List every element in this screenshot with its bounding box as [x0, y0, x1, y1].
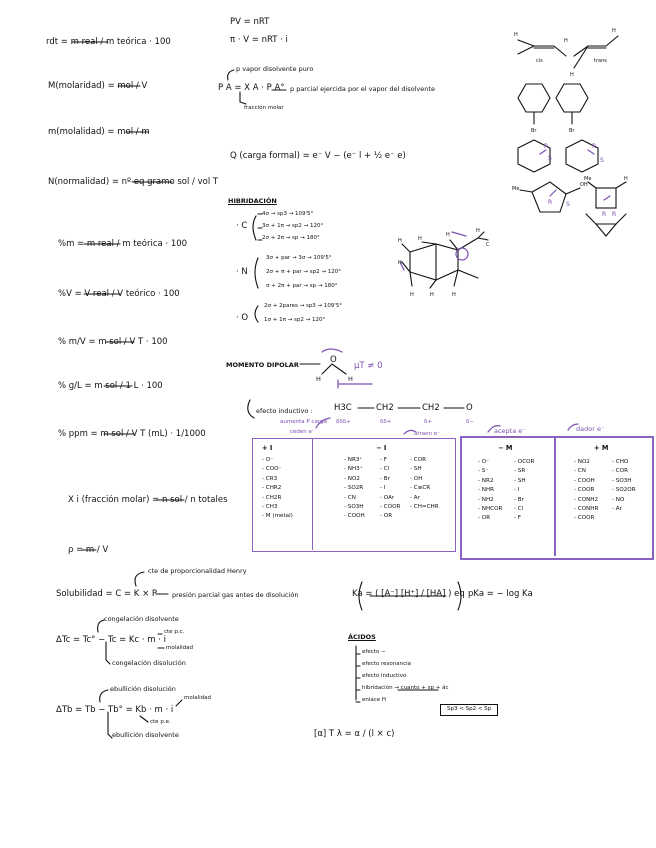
acidos-item-2: efecto resonancia [362, 661, 412, 667]
fraccion-molar-label: fracción molar [244, 105, 284, 111]
crio-molalidad-label: molalidad [166, 645, 194, 651]
mu-total: μT ≠ 0 [354, 361, 383, 371]
dipolo-h-atom-2: H [348, 375, 353, 383]
plus-m-list-a: - NO2 - CN - COOH - COOR - CONH2 - CONHR - COOR [574, 459, 599, 522]
chain-ch2-a: CH2 [376, 403, 394, 413]
svg-text:H: H [398, 238, 402, 244]
minus-i-list-c: - COR - SH - OH - C≡CR - Ar - CH=CHR [410, 457, 439, 511]
efecto-inductivo-label: efecto inductivo : [256, 407, 313, 415]
hib-c-label: · C [236, 221, 248, 231]
svg-text:R: R [602, 211, 607, 218]
pct-m-formula: %m = m real / m teórica · 100 [58, 239, 188, 249]
hib-o-label: · O [236, 313, 249, 323]
molaridad-formula: M(molaridad) = mol / V [48, 81, 148, 91]
svg-text:H: H [570, 72, 574, 78]
vapor-puro-label: p vapor disolvente puro [236, 65, 314, 73]
acidos-item-1: efecto − [362, 649, 386, 655]
note-aumenta: aumenta P carga [280, 419, 327, 425]
svg-text:R: R [548, 199, 553, 206]
svg-text:Me: Me [512, 186, 520, 192]
svg-text:Br: Br [569, 128, 575, 134]
svg-text:Br: Br [531, 128, 537, 134]
note-acepta: acepta e⁻ [494, 427, 526, 435]
pct-mv-formula: % m/V = m sol / V T · 100 [58, 337, 168, 347]
presion-parcial-gas: presión parcial gas antes de disolución [172, 591, 299, 599]
pct-ppm-formula: % ppm = m sol / V T (mL) · 1/1000 [58, 429, 206, 439]
hibridacion-order-box: Sp3 < Sp2 < Sp [440, 704, 498, 716]
svg-text:H: H [452, 292, 456, 298]
plus-i-list: - O⁻ - COO⁻ - CR3 - CHR2 - CH2R - CH3 - M (metal) [262, 457, 293, 520]
svg-text:S: S [600, 157, 604, 164]
hib-n-line-2: 2σ + π + par → sp2 → 120° [266, 269, 341, 275]
svg-text:R: R [612, 211, 617, 218]
pct-v-formula: %V = V real / V teórico · 100 [58, 289, 180, 299]
delta-1: δδδ+ [336, 419, 351, 425]
minus-m-list-a: - O⁻ - S⁻ - NR2 - NHR - NH2 - NHCOR - OR [478, 459, 503, 522]
hibridacion-title: HIBRIDACIÓN [228, 197, 277, 205]
svg-text:H: H [564, 38, 568, 44]
dipolo-h-atom: H [316, 375, 321, 383]
hib-n-line-1: 3σ + par → 3σ → 109'5° [266, 255, 332, 261]
densidad-formula: ρ = m / V [68, 545, 109, 555]
cong-disolucion-label: congelación disolución [112, 659, 186, 667]
svg-text:S: S [566, 201, 570, 208]
svg-text:OH: OH [580, 182, 588, 188]
delta-4: δ− [466, 419, 474, 425]
cte-pe-label: cte p.e. [150, 719, 171, 725]
svg-text:H: H [418, 236, 422, 242]
cte-pc-label: cte p.c. [164, 629, 185, 635]
svg-text:H: H [612, 28, 616, 34]
crioscopia-formula: ΔTc = Tc° − Tc = Kc · m · i [56, 635, 167, 645]
chain-o: O [466, 403, 473, 413]
delta-2: δδ+ [380, 419, 392, 425]
hib-c-line-1: 4σ → sp3 → 109'5° [262, 211, 314, 217]
svg-text:S: S [548, 155, 552, 162]
chain-h3c: H3C [334, 403, 352, 413]
hib-o-line-1: 2σ + 2pares → sp3 → 109'5° [264, 303, 343, 309]
svg-text:H: H [624, 176, 628, 182]
svg-text:C: C [486, 242, 490, 248]
svg-text:cis: cis [536, 58, 543, 64]
hib-n-label: · N [236, 267, 248, 277]
minus-m-list-b: - OCOR - SR - SH - I - Br - Cl - F [514, 459, 535, 522]
cong-disolvente-label: congelación disolvente [104, 615, 179, 623]
molalidad-formula: m(molalidad) = mol / m [48, 127, 150, 137]
svg-text:R: R [544, 143, 549, 150]
rdt-formula: rdt = m real / m teórica · 100 [46, 37, 171, 47]
svg-text:H: H [398, 260, 402, 266]
minus-i-list-a: - NR3⁺ - NH3⁺ - NO2 - SO2R - CN - SO3H - COOH [344, 457, 365, 520]
eb-disolvente-label: ebullición disolvente [112, 731, 179, 739]
acidos-title: ÁCIDOS [348, 633, 376, 641]
plus-i-header: + I [262, 444, 273, 452]
fraccion-molar-formula: X i (fracción molar) = n sol / n totales [68, 495, 228, 505]
hib-n-line-3: σ + 2π + par → sp → 180° [266, 283, 338, 289]
note-ceden: ceden e⁻ [290, 429, 315, 435]
svg-text:H: H [514, 32, 518, 38]
svg-text:H: H [410, 292, 414, 298]
carga-formal-formula: Q (carga formal) = e⁻ V − (e⁻ l + ½ e⁻ e) [230, 151, 406, 161]
svg-text:H: H [430, 292, 434, 298]
hib-o-line-2: 1σ + 1π → sp2 → 120° [264, 317, 326, 323]
dipolo-o-atom: O [330, 355, 337, 365]
pct-gl-formula: % g/L = m sol / 1 L · 100 [58, 381, 163, 391]
acidos-item-3: efecto inductivo [362, 673, 407, 679]
henry-label: cte de proporcionalidad Henry [148, 567, 247, 575]
acidos-item-5: enlace H [362, 697, 387, 703]
svg-text:H: H [476, 228, 480, 234]
hib-c-line-2: 3σ + 1π → sp2 → 120° [262, 223, 324, 229]
eb-molalidad-label: molalidad [184, 695, 212, 701]
note-atraen: atraen e⁻ [414, 431, 441, 437]
pka-formula: pKa = − log Ka [468, 589, 533, 599]
ebulloscopia-formula: ΔTb = Tb − Tb° = Kb · m · i [56, 705, 174, 715]
hib-c-line-3: 2σ + 2π → sp → 180° [262, 235, 320, 241]
svg-text:R: R [592, 143, 597, 150]
presion-parcial-label: p parcial ejercida por el vapor del disolvente [290, 85, 435, 93]
ka-formula: Ka = ( [A⁻] [H⁺] / [HA] ) eq [352, 589, 465, 599]
normalidad-formula: N(normalidad) = nº eq gramo sol / vol T [48, 177, 219, 187]
presion-osmotica-formula: π · V = nRT · i [230, 35, 288, 45]
eb-disolucion-label: ebullición disolución [110, 685, 176, 693]
minus-i-header: − I [376, 444, 387, 452]
svg-text:trans: trans [594, 58, 607, 64]
plus-m-list-b: - CHO - COR - SO3H - SO2OR - NO - Ar [612, 459, 636, 513]
svg-text:H: H [446, 232, 450, 238]
gas-ideal-formula: PV = nRT [230, 17, 270, 27]
chain-ch2-b: CH2 [422, 403, 440, 413]
acidos-item-4: hibridación → cuanto + sp + ác [362, 685, 449, 691]
rotacion-especifica-formula: [α] T λ = α / (l × c) [314, 729, 395, 739]
minus-m-header: − M [498, 444, 513, 452]
delta-3: δ+ [424, 419, 432, 425]
momento-dipolar-label: MOMENTO DIPOLAR [226, 361, 299, 369]
raoult-formula: P A = X A · P A° [218, 83, 285, 93]
minus-i-list-b: - F - Cl - Br - I - OAr - COOR - OR [380, 457, 401, 520]
plus-m-header: + M [594, 444, 609, 452]
solubilidad-formula: Solubilidad = C = K × P [56, 589, 158, 599]
svg-text:Me: Me [584, 176, 592, 182]
note-dador: dador e⁻ [576, 425, 605, 433]
